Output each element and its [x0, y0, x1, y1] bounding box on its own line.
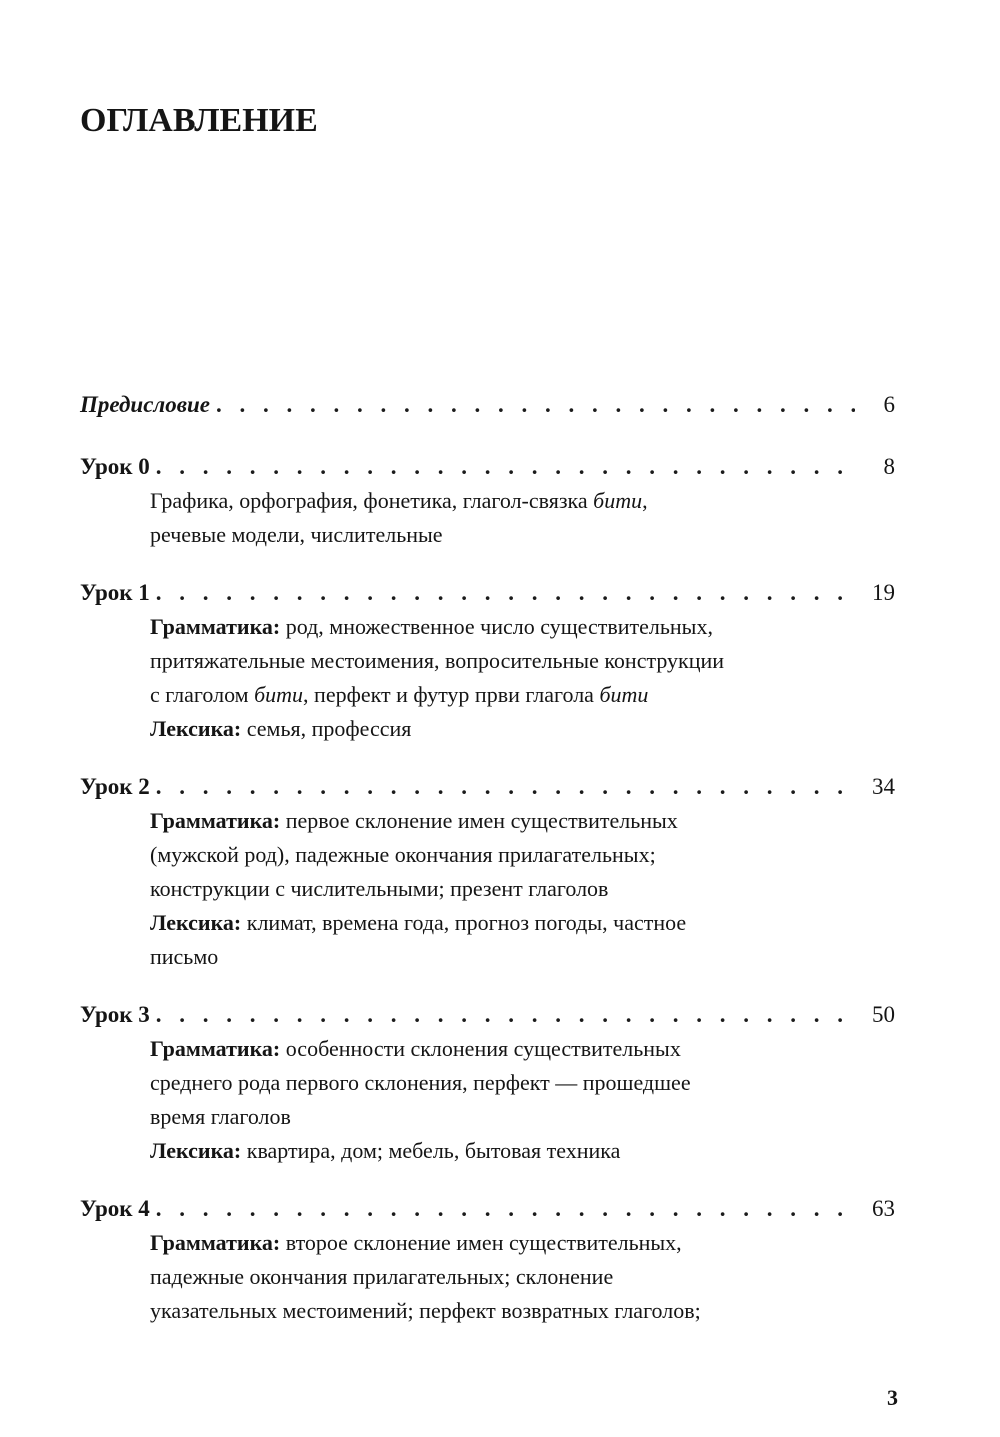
grammar-label: Грамматика: — [150, 1230, 281, 1255]
lexis-label: Лексика: — [150, 716, 242, 741]
toc-entry-line — [80, 998, 895, 1032]
toc-page-number: 6 — [883, 392, 895, 417]
toc-entry-preface — [80, 388, 895, 422]
grammar-label: Грамматика: — [150, 1036, 281, 1061]
grammar-label: Грамматика: — [150, 614, 281, 639]
description-line: падежные окончания прилагательных; склонение — [150, 1264, 614, 1289]
description-text: квартира, дом; мебель, бытовая техника — [241, 1138, 621, 1163]
dot-leader — [156, 1192, 855, 1226]
dot-leader — [216, 388, 855, 422]
dot-leader — [156, 770, 855, 804]
description-line: конструкции с числительными; презент глаголов — [150, 876, 609, 901]
toc-entry-lesson-4 — [80, 1192, 895, 1328]
description-text: , перфект и футур први глагола — [303, 682, 600, 707]
description-line: время глаголов — [150, 1104, 291, 1129]
description-text: , — [642, 488, 648, 513]
grammar-label: Грамматика: — [150, 808, 281, 833]
toc-page-number: 50 — [872, 1002, 895, 1027]
description-italic-term: бити — [254, 682, 304, 707]
toc-entry-title: Урок 1 — [80, 580, 150, 605]
toc-entry-title: Урок 0 — [80, 454, 150, 479]
dot-leader — [156, 576, 855, 610]
toc-page-number: 34 — [872, 774, 895, 799]
toc-entry-title: Урок 3 — [80, 1002, 150, 1027]
description-italic-term: бити — [593, 488, 643, 513]
toc-entry-title: Урок 2 — [80, 774, 150, 799]
toc-page-number: 19 — [872, 580, 895, 605]
lexis-line — [150, 712, 895, 746]
description-text: второе склонение имен существительных, — [280, 1230, 682, 1255]
toc-page-number: 63 — [872, 1196, 895, 1221]
description-line: (мужской род), падежные окончания прилагательных; — [150, 842, 656, 867]
description-italic-term: бити — [599, 682, 649, 707]
lexis-line — [150, 906, 895, 940]
grammar-line — [150, 1226, 895, 1260]
description-line: речевые модели, числительные — [150, 522, 443, 547]
description-text: семья, профессия — [241, 716, 412, 741]
toc-page-number: 8 — [883, 454, 895, 479]
toc-entry-title: Урок 4 — [80, 1196, 150, 1221]
toc-entry-description — [150, 804, 895, 974]
table-of-contents — [80, 388, 895, 1328]
description-line: указательных местоимений; перфект возвратных глаголов; — [150, 1298, 701, 1323]
description-text: климат, времена года, прогноз погоды, частное — [241, 910, 687, 935]
toc-entry-lesson-0 — [80, 450, 895, 552]
dot-leader — [156, 450, 855, 484]
toc-entry-description — [150, 484, 895, 552]
toc-entry-lesson-3 — [80, 998, 895, 1168]
grammar-line — [150, 1032, 895, 1066]
description-text: первое склонение имен существительных — [280, 808, 678, 833]
description-line: притяжательные местоимения, вопросительные конструкции — [150, 648, 725, 673]
lexis-label: Лексика: — [150, 910, 242, 935]
description-line: среднего рода первого склонения, перфект — прошедшее — [150, 1070, 691, 1095]
toc-entry-title: Предисловие — [80, 392, 211, 417]
toc-entry-lesson-1 — [80, 576, 895, 746]
toc-entry-line — [80, 576, 895, 610]
toc-entry-description — [150, 1226, 895, 1328]
grammar-line — [150, 610, 895, 644]
lexis-label: Лексика: — [150, 1138, 242, 1163]
toc-entry-line — [80, 450, 895, 484]
page-number: 3 — [887, 1385, 898, 1410]
toc-entry-description — [150, 1032, 895, 1168]
description-line — [150, 678, 895, 712]
page-title: ОГЛАВЛЕНИЕ — [80, 102, 318, 139]
dot-leader — [156, 998, 855, 1032]
grammar-line — [150, 804, 895, 838]
description-text: Графика, орфография, фонетика, глагол-связка — [150, 488, 594, 513]
description-text: род, множественное число существительных, — [280, 614, 713, 639]
description-text: особенности склонения существительных — [280, 1036, 681, 1061]
toc-entry-line — [80, 770, 895, 804]
lexis-line — [150, 1134, 895, 1168]
description-line: письмо — [150, 944, 219, 969]
toc-entry-line — [80, 388, 895, 422]
toc-entry-line — [80, 1192, 895, 1226]
description-text: с глаголом — [150, 682, 255, 707]
toc-entry-lesson-2 — [80, 770, 895, 974]
toc-entry-description — [150, 610, 895, 746]
description-line — [150, 484, 895, 518]
